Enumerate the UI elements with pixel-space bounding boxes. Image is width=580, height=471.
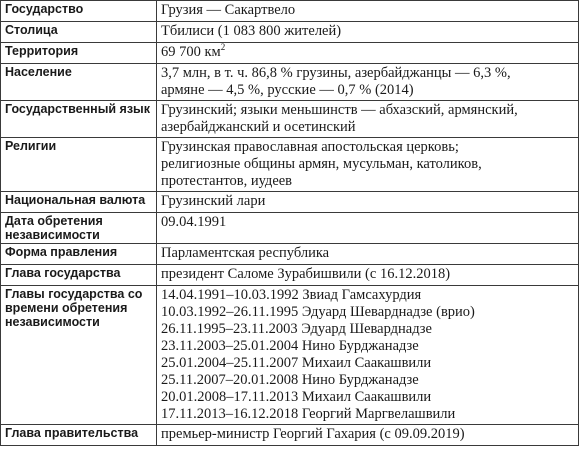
value-line: 3,7 млн, в т. ч. 86,8 % грузины, азербайджанцы — 6,3 %, [161,65,511,81]
list-item: 25.11.2007–20.01.2008 Нино Бурджанадзе [161,372,419,388]
value-line: Грузинский лари [161,193,266,209]
list-item: 26.11.1995–23.11.2003 Эдуард Шеварднадзе [161,321,432,337]
row-currency [1,192,579,213]
label-line: времени обретения [5,301,128,315]
label-line: Форма правления [5,245,118,259]
value-line: протестантов, иудеев [161,173,293,189]
area-unit-power: 2 [220,42,226,53]
value-line: азербайджанский и осетинский [161,119,356,135]
row-heads-since-independence [1,286,579,425]
list-item: 10.03.1992–26.11.1995 Эдуард Шеварднадзе (врио) [161,304,475,320]
row-population [1,64,579,101]
label-line: Глава государства [5,266,121,280]
value-independence-date [157,213,579,244]
row-independence-date [1,213,579,244]
row-capital [1,22,579,43]
value-religions [157,138,579,192]
list-item: 25.01.2004–25.11.2007 Михаил Саакашвили [161,355,432,371]
label-line: Столица [5,23,58,37]
value-territory [157,43,579,64]
row-government-form [1,244,579,265]
label-territory [1,43,157,64]
value-capital [157,22,579,43]
list-item: 20.01.2008–17.11.2013 Михаил Саакашвили [161,389,432,405]
label-line: Национальная валюта [5,193,146,207]
value-state [157,1,579,22]
value-line: Тбилиси (1 083 800 жителей) [161,23,342,39]
label-line: Государство [5,2,84,16]
label-heads-since-independence [1,286,157,425]
label-line: Главы государства со [5,287,143,301]
value-government-form [157,244,579,265]
label-government-form [1,244,157,265]
value-currency [157,192,579,213]
label-line: независимости [5,315,100,329]
label-line: Религии [5,139,57,153]
row-religions [1,138,579,192]
list-item: 23.11.2003–25.01.2004 Нино Бурджанадзе [161,338,419,354]
row-official-language [1,101,579,138]
list-item: 17.11.2013–16.12.2018 Георгий Маргвелашвили [161,406,456,422]
row-state [1,1,579,22]
label-line: независимости [5,228,100,242]
label-line: Глава правительства [5,426,139,440]
country-info-body [1,1,579,446]
label-line: Дата обретения [5,214,103,228]
value-population [157,64,579,101]
value-line: Грузинская православная апостольская церковь; [161,139,459,155]
label-independence-date [1,213,157,244]
label-head-of-state [1,265,157,286]
value-line: религиозные общины армян, мусульман, католиков, [161,156,482,172]
label-line: Население [5,65,72,79]
value-head-of-government [157,425,579,446]
value-line: Грузинский; языки меньшинств — абхазский, армянский, [161,102,518,118]
value-head-of-state [157,265,579,286]
list-item: 14.04.1991–10.03.1992 Звиад Гамсахурдия [161,287,422,303]
row-head-of-government [1,425,579,446]
label-state [1,1,157,22]
label-religions [1,138,157,192]
value-line: 09.04.1991 [161,214,227,230]
value-line: президент Саломе Зурабишвили (с 16.12.2018) [161,266,451,282]
value-line: армяне — 4,5 %, русские — 0,7 % (2014) [161,82,414,98]
label-capital [1,22,157,43]
label-line: Территория [5,44,79,58]
value-line: премьер-министр Георгий Гахария (с 09.09.2019) [161,426,465,442]
label-currency [1,192,157,213]
value-official-language [157,101,579,138]
label-official-language [1,101,157,138]
value-line [161,44,575,61]
value-line: Парламентская республика [161,245,330,261]
row-head-of-state [1,265,579,286]
value-heads-since-independence [157,286,579,425]
label-population [1,64,157,101]
value-line: Грузия — Сакартвело [161,2,296,18]
area-value: 69 700 км [161,44,221,60]
label-head-of-government [1,425,157,446]
row-territory [1,43,579,64]
label-line: Государственный язык [5,102,150,116]
